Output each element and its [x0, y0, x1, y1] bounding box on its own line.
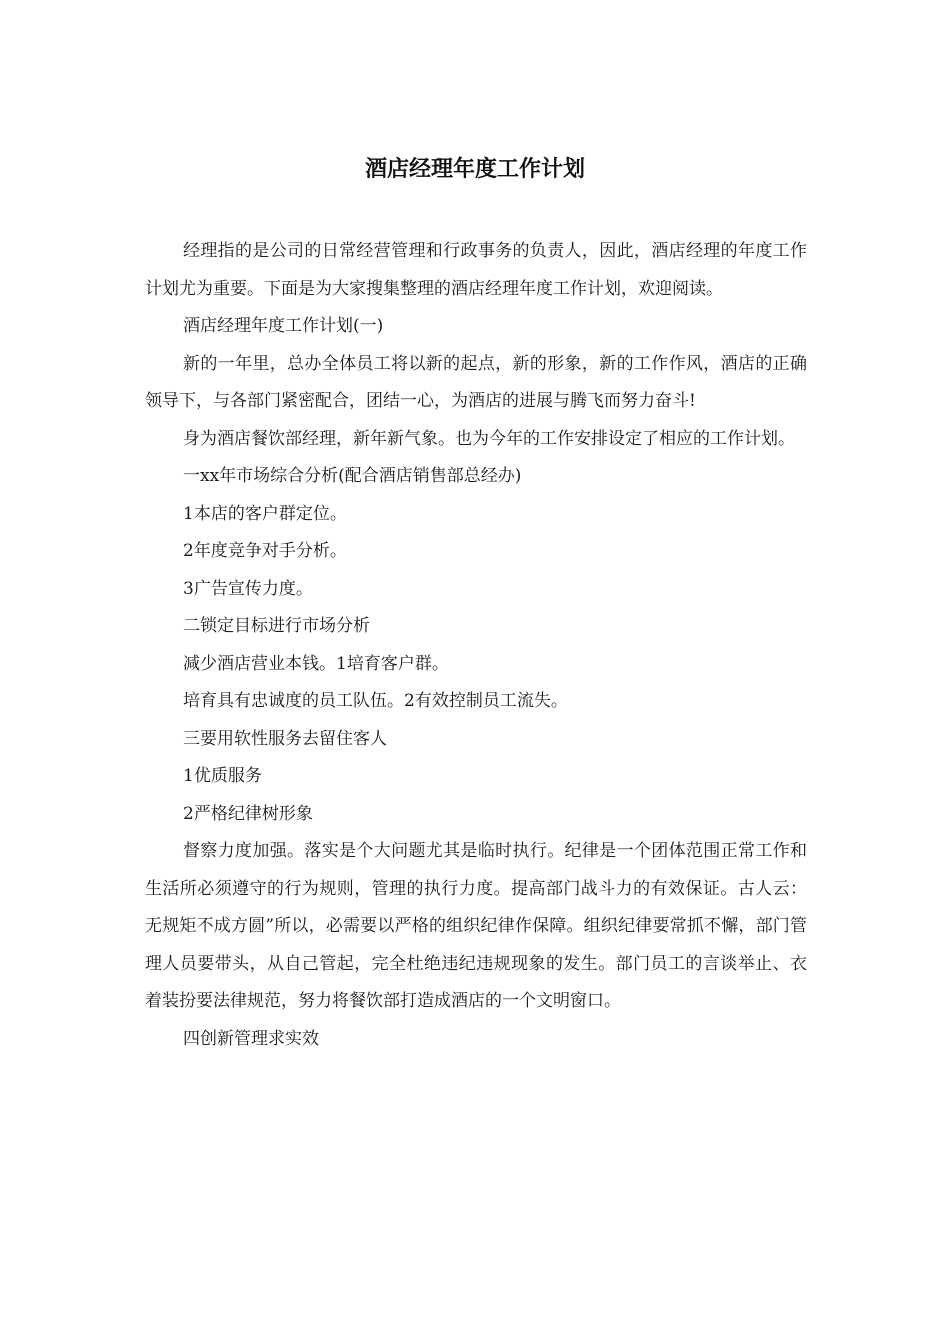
section-heading: 三要用软性服务去留住客人 [183, 728, 387, 749]
document-body [145, 233, 807, 1058]
list-item: 培育具有忠诚度的员工队伍。2有效控制员工流失。 [183, 691, 568, 711]
list-item: 1本店的客户群定位。 [183, 503, 347, 524]
body-paragraph: 身为酒店餐饮部经理，新年新气象。也为今年的工作安排设定了相应的工作计划。 [183, 428, 795, 449]
list-item: 3广告宣传力度。 [183, 578, 313, 599]
list-item: 2严格纪律树形象 [183, 803, 313, 824]
list-item: 减少酒店营业本钱。1培育客户群。 [183, 653, 449, 674]
section-heading: 四创新管理求实效 [183, 1028, 319, 1049]
body-paragraph: 新的一年里，总办全体员工将以新的起点，新的形象，新的工作作风，酒店的正确领导下，与各部门紧密配合，团结一心，为酒店的进展与腾飞而努力奋斗! [145, 353, 807, 411]
section-heading: 一xx年市场综合分析(配合酒店销售部总经办) [183, 466, 522, 486]
document-title: 酒店经理年度工作计划 [364, 157, 585, 182]
body-paragraph: 督察力度加强。落实是个大问题尤其是临时执行。纪律是一个团体范围正常工作和生活所必须遵守的行为规则，管理的执行力度。提高部门战斗力的有效保证。古人云：无规矩不成方圆”所以，必需要以严格的组织纪律作保障。组织纪律要常抓不懈，部门管理人员要带头，从自己管起，完全杜绝违纪违规现象的发生。部门员工的言谈举止、衣着装扮要法律规范，努力将餐饮部打造成酒店的一个文明窗口。 [145, 841, 807, 1011]
section-heading: 二锁定目标进行市场分析 [183, 616, 370, 636]
section-heading: 酒店经理年度工作计划(一) [183, 316, 384, 336]
intro-paragraph: 经理指的是公司的日常经营管理和行政事务的负责人，因此，酒店经理的年度工作计划尤为重要。下面是为大家搜集整理的酒店经理年度工作计划，欢迎阅读。 [145, 241, 807, 299]
list-item: 1优质服务 [183, 766, 262, 786]
list-item: 2年度竞争对手分析。 [183, 541, 347, 561]
